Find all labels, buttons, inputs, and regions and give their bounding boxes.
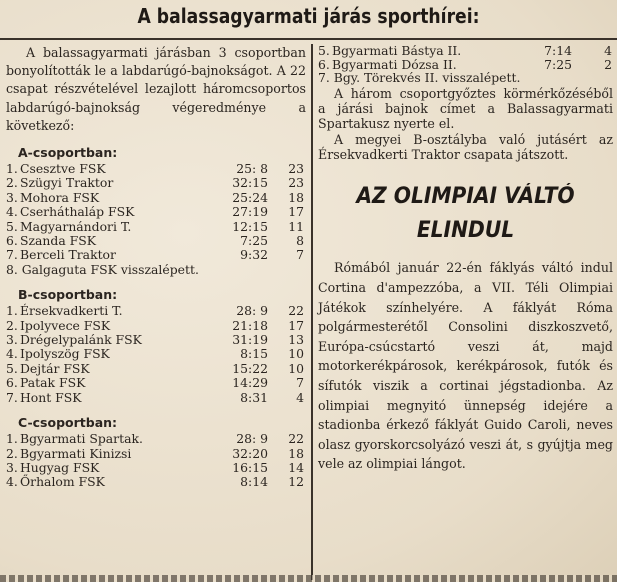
cell-pts: 4 [296, 389, 304, 405]
cell-team: Hugyag FSK [20, 459, 100, 475]
table-row [318, 58, 612, 72]
cell-score: 25:24 [232, 189, 268, 205]
table-row [6, 162, 304, 176]
cell-pts: 23 [288, 175, 304, 191]
cell-pts: 11 [288, 218, 304, 234]
table-row [6, 205, 304, 219]
cell-score: 15:22 [232, 360, 268, 376]
table-row [6, 319, 304, 333]
table-row [6, 220, 304, 234]
cell-pts: 10 [288, 346, 304, 362]
intro-paragraph: A balassagyarmati járásban 3 csoportban bonyolították le a labdarúgó-bajnokságot. A 22 csapat részvételével lezajlott háromcsoportos labdarúgó-bajnokság végeredménye a következő: [6, 45, 306, 133]
cell-pts: 14 [288, 459, 304, 475]
table-row [6, 333, 304, 347]
cell-pos: 4. [6, 346, 18, 362]
cell-pos: 3. [6, 189, 18, 205]
cell-pts: 23 [288, 161, 304, 177]
cell-team: Bgyarmati Bástya II. [332, 43, 462, 58]
group-a-withdrawn: 8. Galgaguta FSK visszalépett. [6, 261, 199, 277]
cell-pos: 6. [318, 56, 330, 72]
table-row [6, 362, 304, 376]
left-column [6, 44, 306, 490]
cell-team: Szanda FSK [20, 233, 96, 249]
cell-pos: 2. [6, 445, 18, 461]
cell-pts: 18 [288, 445, 304, 461]
cell-pts: 4 [604, 43, 612, 58]
group-c-heading: C-csoportban: [18, 415, 118, 431]
cell-pts: 10 [288, 360, 304, 376]
cell-pts: 2 [604, 56, 612, 72]
cell-team: Hont FSK [20, 389, 82, 405]
cell-team: Bgyarmati Spartak. [20, 431, 143, 447]
cell-pos: 3. [6, 332, 18, 348]
group-c-continued-table [318, 44, 612, 71]
cell-pts: 7 [296, 247, 304, 263]
group-b-heading: B-csoportban: [18, 287, 118, 303]
table-row [6, 475, 304, 489]
table-row [6, 376, 304, 390]
cell-pts: 22 [288, 431, 304, 447]
cell-score: 31:19 [232, 332, 268, 348]
cell-team: Ipolyszög FSK [20, 346, 110, 362]
cell-pts: 17 [288, 317, 304, 333]
cell-pos: 2. [6, 317, 18, 333]
cell-score: 8:14 [240, 474, 268, 490]
cell-score: 21:18 [232, 317, 268, 333]
cell-score: 12:15 [232, 218, 268, 234]
cell-pos: 6. [6, 375, 18, 391]
table-row [6, 391, 304, 405]
group-c-withdrawn: 7. Bgy. Törekvés II. visszalépett. [318, 70, 521, 85]
group-a-table [6, 162, 304, 263]
cell-pos: 1. [6, 161, 18, 177]
table-row [6, 234, 304, 248]
cell-pos: 1. [6, 303, 18, 319]
cell-pos: 7. [6, 247, 18, 263]
right-column [318, 44, 613, 474]
table-row [6, 176, 304, 190]
cell-team: Cserháthaláp FSK [20, 204, 135, 220]
cell-score: 16:15 [232, 459, 268, 475]
cell-team: Bgyarmati Dózsa II. [332, 56, 457, 72]
cell-score: 9:32 [240, 247, 268, 263]
cell-score: 7:14 [544, 43, 572, 58]
cell-pts: 18 [288, 189, 304, 205]
cell-score: 32:15 [232, 175, 268, 191]
cell-pos: 5. [318, 43, 330, 58]
cell-pts: 13 [288, 332, 304, 348]
cell-team: Drégelypalánk FSK [20, 332, 142, 348]
cell-score: 7:25 [544, 56, 572, 72]
table-row [6, 248, 304, 262]
cell-score: 8:15 [240, 346, 268, 362]
table-row [6, 304, 304, 318]
page-headline: A balassagyarmati járás sporthírei: [137, 4, 480, 28]
cell-team: Bgyarmati Kinizsi [20, 445, 132, 461]
table-row [6, 432, 304, 446]
headline-rule [0, 38, 617, 40]
cell-team: Berceli Traktor [20, 247, 116, 263]
group-c-table [6, 432, 304, 490]
cell-pos: 4. [6, 204, 18, 220]
cell-score: 32:20 [232, 445, 268, 461]
cell-team: Patak FSK [20, 375, 86, 391]
cell-team: Szügyi Traktor [20, 175, 114, 191]
cell-pos: 6. [6, 233, 18, 249]
cell-team: Mohora FSK [20, 189, 100, 205]
promotion-paragraph: A megyei B-osztályba való jutásért az Érsekvadkerti Traktor csapata játszott. [318, 132, 613, 162]
olympic-headline [330, 180, 601, 248]
cell-score: 27:19 [232, 204, 268, 220]
table-row [6, 347, 304, 361]
cell-score: 28: 9 [236, 431, 268, 447]
cell-score: 28: 9 [236, 303, 268, 319]
olympic-headline-line-2: ELINDUL [416, 218, 515, 244]
group-a-heading: A-csoportban: [18, 145, 118, 161]
cell-score: 25: 8 [236, 161, 268, 177]
cell-score: 8:31 [240, 389, 268, 405]
cell-pos: 2. [6, 175, 18, 191]
cell-pts: 8 [296, 233, 304, 249]
cell-pts: 22 [288, 303, 304, 319]
cell-pos: 5. [6, 360, 18, 376]
olympic-article: Rómából január 22-én fáklyás váltó indul Cortina d'ampezzóba, a VII. Téli Olimpiai Játékok színhelyére. A fáklyát Róma polgármesterétől Consolini diszkoszvető, Európa-csúcstartó veszi át, majd motorkerékpárosok, kerékpárosok, futók és sífutók viszik a cortinai jégstadionba. Az olimpiai megnyitó ünnepség idejére a stadionba érkező fáklyát Guido Caroli, neves olasz gyorskorcsolyázó veszi át, s gyújtja meg vele az olimpiai lángot. [318, 260, 613, 472]
cell-team: Ipolyvece FSK [20, 317, 111, 333]
cell-pos: 1. [6, 431, 18, 447]
table-row [6, 191, 304, 205]
olympic-headline-line-1: AZ OLIMPIAI VÁLTÓ [356, 184, 575, 210]
cell-pos: 3. [6, 459, 18, 475]
cell-team: Magyarnándori T. [20, 218, 132, 234]
cell-pts: 17 [288, 204, 304, 220]
champions-paragraph: A három csoportgyőztes körmérkőzéséből a járási bajnok címet a Balassagyarmati Spartakusz nyerte el. [318, 86, 613, 131]
table-row [318, 44, 612, 58]
cell-pts: 12 [288, 474, 304, 490]
cell-score: 7:25 [240, 233, 268, 249]
column-rule [311, 44, 313, 580]
cell-team: Őrhalom FSK [20, 474, 105, 490]
cell-pos: 4. [6, 474, 18, 490]
group-b-table [6, 304, 304, 405]
cell-score: 14:29 [232, 375, 268, 391]
cell-pos: 7. [6, 389, 18, 405]
cell-pos: 5. [6, 218, 18, 234]
cell-team: Csesztve FSK [20, 161, 106, 177]
cell-team: Érsekvadkerti T. [20, 303, 123, 319]
bottom-cut-text-strip [0, 575, 617, 582]
table-row [6, 447, 304, 461]
cell-team: Dejtár FSK [20, 360, 90, 376]
cell-pts: 7 [296, 375, 304, 391]
